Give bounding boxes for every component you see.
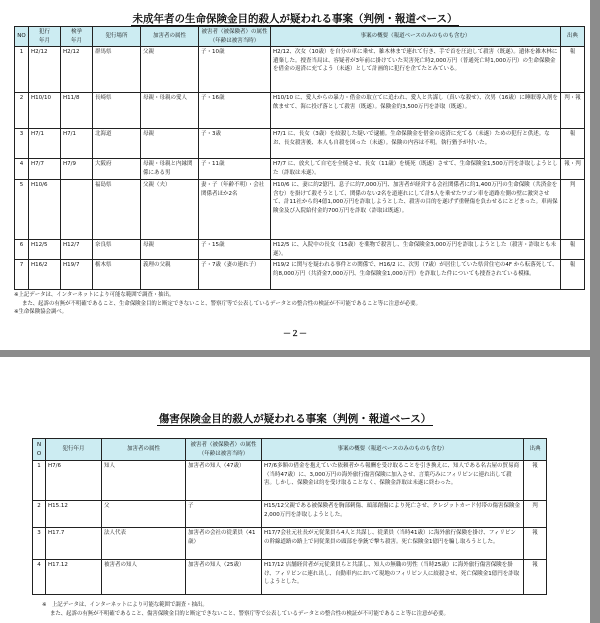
table-row: 6 H12/5 H12/7 奈良県 母親 子・15歳 H12/5 に、入院中の長女（15歳）を薬物で殺害し、生命保険金3,000万円を詐取しようとした（殺害・詐取とも未遂）。 報: [15, 240, 585, 260]
col-crime-date: 犯行年月: [46, 439, 102, 461]
col-crime-date: 犯行 年月: [29, 27, 61, 47]
table-row: 5 H10/6 福島県 父親（夫） 妻・子（年齢不明）・会社関係者ほか2名 H10/6 に、妻に約2億円、息子に約7,000万円、加害者が経営する会社関係者に約1,400万円の生命保険（共済金を含む）を掛けて殺そうとして、関係のない2名を道連れにして計5人を乗せたワゴン車を道路左側の壁に激突させて、計11社から約4億1,000万円を詐取しようとした、殺害の目的を遂げず重軽傷を負わせるにとどまった。車両保険金及び入院給付金約700万円を詐取（詐取は既遂）。 判: [15, 180, 585, 240]
col-summary: 事案の概要（報道ベースのみのものも含む）: [271, 27, 561, 47]
document-page-2: [0, 357, 590, 623]
table-row: 3 H7/1 H7/1 北海道 母親 子・3歳 H7/1 に、長女（3歳）を絞殺した疑いで逮捕。生命保険金を借金の返済に充てる（未遂）ための犯行と供述。なお、長女殺害後、本人も自殺を図った（未遂）。保険の内容は不明。執行猶予が付いた。 報: [15, 129, 585, 159]
col-no: NO: [15, 27, 29, 47]
col-perpetrator: 加害者の属性: [141, 27, 199, 47]
page-title: 傷害保険金目的殺人が疑われる事案（判例・報道ベース）: [158, 413, 432, 425]
col-no: NO: [33, 439, 46, 461]
accident-insurance-table: [32, 438, 547, 595]
col-victim: 被害者（被保険者）の属性 （年齢は被害当時）: [199, 27, 271, 47]
table-row: 2 H15.12 父 子 H15/12父親である被保険者を胸部刺傷、頭部創傷により死亡させ、クレジットカード付帯の傷害保険金2,000万円を詐取しようとした。 判: [33, 501, 547, 528]
page-title: 未成年者の生命保険金目的殺人が疑われる事案（判例・報道ベース）: [132, 13, 458, 25]
col-summary: 事案の概要（報道ベースのみのものも含む）: [262, 439, 524, 461]
table-row: 1 H7/6 知人 加害者の知人（47歳） H7/6多額の借金を抱えていた依頼者から報酬を受け取ることを引き換えに、知人である名古屋の貿易商（当時47歳）に、3,000万円の海外旅行傷害保険に加入させ、言葉巧みにフィリピンに連れ出して殺害。しかし、保険金は約を受け取ることなく、保険金詐取は未遂に終わった。 報: [33, 461, 547, 501]
col-place: 犯行場所: [93, 27, 141, 47]
table-row: 1 H2/12 H2/12 群馬県 父親 子・10歳 H2/12、次女（10歳）を自分の車に乗せ、雑木林まで連れて行き、手で首を圧迫して殺害（既遂）。遺体を雑木林に遺棄した。捜査当局は、容疑者が3年前に掛けていた災害死亡時2,000万円（普通死亡時1,000万円）の生命保険金を借金の返済に充てよう（未遂）として計画的に犯行を企てたとみている。 報: [15, 47, 585, 93]
col-perpetrator: 加害者の属性: [102, 439, 186, 461]
page-number: －２－: [283, 329, 307, 338]
table-header-row: [33, 439, 547, 461]
table-row: 7 H16/2 H19/7 栃木県 義理の父親 子・7歳（妻の連れ子） H19/2 に関与を疑われる事件との関係で、H16/2 に、次男（7歳）が居住していた県営住宅の4F から転落死して、約8,000万円（共済金7,000万円、生命保険金1,000万円）を詐取した件についても捜査されている模様。 報: [15, 260, 585, 290]
table-row: 4 H17.12 被害者の知人 加害者の知人（25歳） H17/12 店舗経営者が元従業員らと共謀し、知人の無職の男性（当時25歳）に海外旅行傷害保険を掛け、フィリピンに連れ出し、自動車内において現地のフィリピン人に絞殺させ、死亡保険金1億円を詐取しようとした。 報: [33, 560, 547, 595]
col-source: 出典: [561, 27, 585, 47]
table-row: 3 H17.7 法人代表 加害者の会社の従業員（41歳） H17/7会社元社長が元従業員ら4人と共謀し、従業員（当時41歳）に海外旅行保険を掛け、フィリピンの幹線道路の路上で同従業員の頭部を拳銃で撃ち殺害。死亡保険金1億円を騙し取ろうとした。 報: [33, 528, 547, 560]
table-notes: ※ 上記データは、インターネットにより可能な範囲で調査・抽出。 また、起訴の有無が不明確であること、傷害保険金目的と断定できないこと、警察庁等で公表しているデータとの整合性の検証が不可能であること等に注意が必要。: [42, 602, 449, 617]
col-arrest-date: 検挙 年月: [61, 27, 93, 47]
table-row: 4 H7/7 H7/9 大阪府 母親・母親と内縁関係にある男 子・11歳 H7/7 に、放火して自宅を全焼させ、長女（11歳）を焼死（既遂）させて、生命保険金1,500万円を詐取しようとした（詐取は未遂）。 報・判: [15, 159, 585, 180]
vertical-scrollbar[interactable]: [590, 0, 600, 623]
table-row: 2 H10/10 H11/8 長崎県 母親・母親の愛人 子・16歳 H10/10 に、愛人からの暴力・借金の取立てに追われ、愛人と共謀し（真いな殺せ）、次男（16歳）に睡眠導入剤を飲ませて、海に投げ落として殺害（既遂）。保険金約3,500万円を詐取（既遂）。 判・報: [15, 93, 585, 129]
col-source: 出典: [524, 439, 547, 461]
table-header-row: [15, 27, 585, 47]
col-victim: 被害者（被保険者）の属性 （年齢は被害当時）: [186, 439, 262, 461]
table-notes: ※上記データは、インターネットにより可能な範囲で調査・抽出。 また、起訴の有無が不明確であること、生命保険金目的と断定できないこと、警察庁等で公表しているデータとの整合性の検証が不可能であること等に注意が必要。 ※生命保険協会調べ。: [14, 292, 421, 315]
life-insurance-table: [14, 26, 585, 290]
